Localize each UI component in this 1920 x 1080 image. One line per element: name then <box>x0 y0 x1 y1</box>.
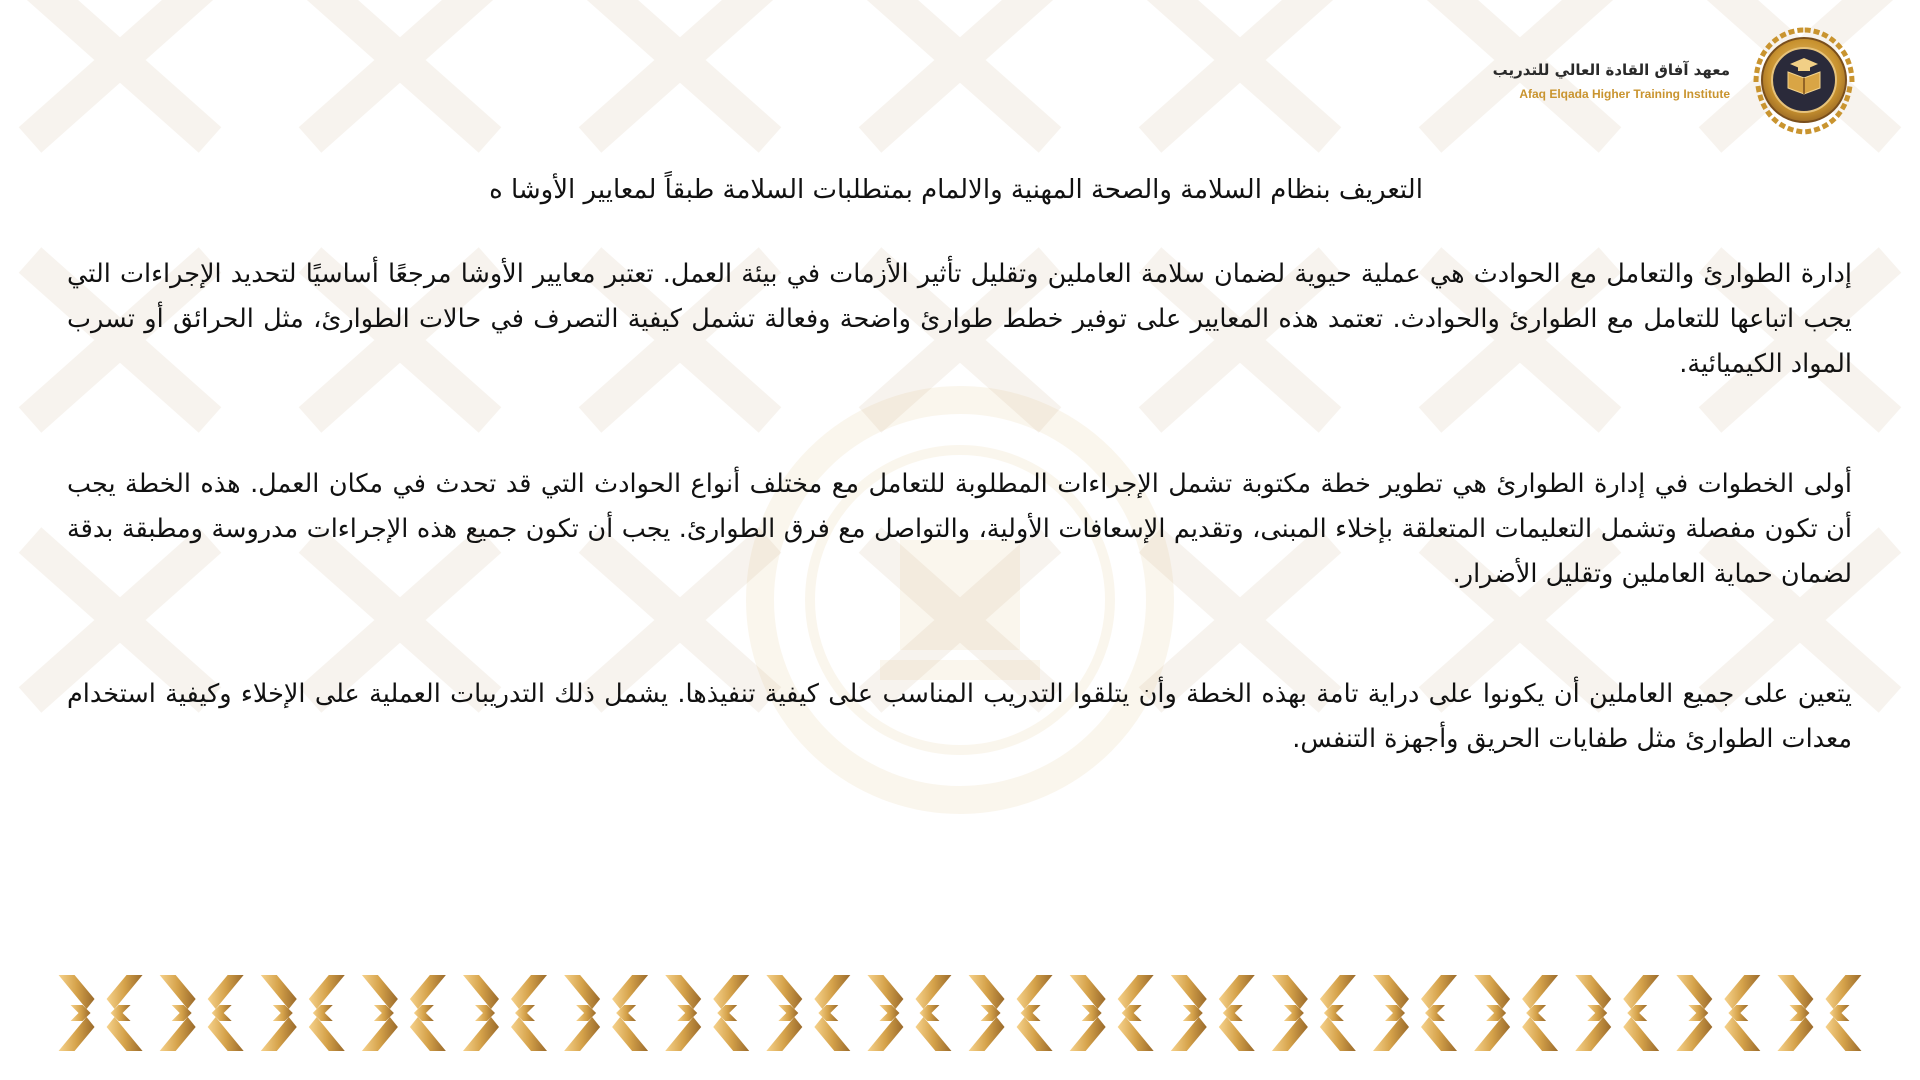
bg-chevron <box>30 0 210 140</box>
footer-chevron <box>564 975 648 1051</box>
footer-chevron <box>665 975 749 1051</box>
institute-name-arabic: معهد آفاق القادة العالي للتدريب <box>1492 61 1730 79</box>
footer-chevron <box>1272 975 1356 1051</box>
paragraph-1: إدارة الطوارئ والتعامل مع الحوادث هي عملية حيوية لضمان سلامة العاملين وتقليل تأثير الأزمات في بيئة العمل. تعتبر معايير الأوشا مرجعًا أساسيًا لتحديد الإجراءات التي يجب اتباعها للتعامل مع الطوارئ والحوادث. تعتمد هذه المعايير على توفير خطط طوارئ واضحة وفعالة تشمل كيفية التصرف في حالات الطوارئ، مثل الحرائق أو تسرب المواد الكيميائية. <box>67 259 1852 379</box>
institute-seal-icon <box>1740 22 1868 140</box>
footer-chevron <box>362 975 446 1051</box>
footer-chevron <box>1171 975 1255 1051</box>
gold-chevron-band-icon <box>50 968 1870 1058</box>
footer-chevron <box>463 975 547 1051</box>
footer-chevron <box>766 975 850 1051</box>
bg-chevron <box>310 0 490 140</box>
footer-chevron <box>1575 975 1659 1051</box>
bg-chevron <box>590 0 770 140</box>
footer-chevron <box>1777 975 1861 1051</box>
footer-chevron <box>1474 975 1558 1051</box>
bg-chevron <box>1150 0 1330 140</box>
footer-chevron <box>1373 975 1457 1051</box>
footer-chevron <box>1676 975 1760 1051</box>
footer-chevron <box>969 975 1053 1051</box>
footer-chevron <box>261 975 345 1051</box>
footer-chevron <box>59 975 143 1051</box>
document-title: التعريف بنظام السلامة والصحة المهنية والالمام بمتطلبات السلامة طبقاً لمعايير الأوشا ه <box>489 175 1423 205</box>
footer-chevron <box>867 975 951 1051</box>
paragraph-3: يتعين على جميع العاملين أن يكونوا على دراية تامة بهذه الخطة وأن يتلقوا التدريب المناسب على كيفية تنفيذها. يشمل ذلك التدريبات العملية على الإخلاء وكيفية استخدام معدات الطوارئ مثل طفايات الحريق وأجهزة التنفس. <box>67 679 1852 754</box>
header <box>1493 22 1868 140</box>
footer-chevron <box>160 975 244 1051</box>
paragraph-2: أولى الخطوات في إدارة الطوارئ هي تطوير خطة مكتوبة تشمل الإجراءات المطلوبة للتعامل مع مختلف أنواع الحوادث التي قد تحدث في مكان العمل. هذه الخطة يجب أن تكون مفصلة وتشمل التعليمات المتعلقة بإخلاء المبنى، وتقديم الإسعافات الأولية، والتواصل مع فرق الطوارئ. يجب أن تكون جميع هذه الإجراءات مدروسة ومطبقة بدقة لضمان حماية العاملين وتقليل الأضرار. <box>67 469 1852 589</box>
bg-chevron <box>870 0 1050 140</box>
document-body <box>60 172 1852 788</box>
institute-name-english: Afaq Elqada Higher Training Institute <box>1519 87 1730 101</box>
footer-chevron <box>1070 975 1154 1051</box>
